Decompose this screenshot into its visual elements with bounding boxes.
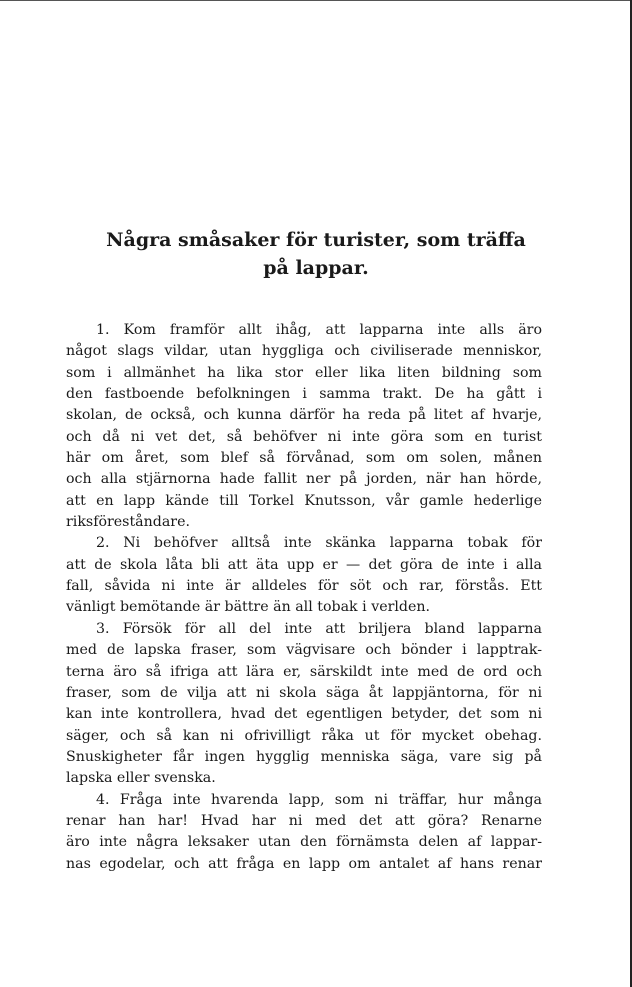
text-line: något slags vildar, utan hyggliga och civiliserade menniskor, bbox=[66, 343, 542, 360]
text-line: som i allmänhet ha lika stor eller lika liten bildning som bbox=[66, 364, 542, 381]
text-line: äro inte några leksaker utan den förnämsta delen af lappar- bbox=[66, 834, 542, 851]
title-line-2: på lappar. bbox=[263, 257, 369, 279]
text-line: 1. Kom framför allt ihåg, att lapparna inte alls äro bbox=[96, 322, 542, 338]
text-line: vänligt bemötande är bättre än all tobak i verlden. bbox=[66, 599, 431, 616]
text-line: med de lapska fraser, som vägvisare och bönder i lapptrak- bbox=[66, 642, 542, 659]
text-line: lapska eller svenska. bbox=[66, 770, 216, 787]
text-line: terna äro så ifriga att lära er, särskildt inte med de ord och bbox=[66, 663, 542, 680]
page-title bbox=[60, 226, 572, 282]
text-line: och då ni vet det, så behöfver ni inte göra som en turist bbox=[66, 428, 542, 445]
text-line: att de skola låta bli att äta upp er — det göra de inte i alla bbox=[66, 556, 542, 573]
text-line: fall, såvida ni inte är alldeles för söt och rar, förstås. Ett bbox=[66, 578, 542, 595]
body-text bbox=[66, 320, 542, 875]
text-line: den fastboende befolkningen i samma trakt. De ha gått i bbox=[66, 386, 542, 403]
text-line: 2. Ni behöfver alltså inte skänka lapparna tobak för bbox=[96, 535, 542, 552]
text-line: 4. Fråga inte hvarenda lapp, som ni träffar, hur många bbox=[96, 791, 542, 808]
text-line: renar han har! Hvad har ni med det att göra? Renarne bbox=[66, 812, 542, 829]
text-line: Snuskigheter får ingen hygglig menniska säga, vare sig på bbox=[66, 748, 542, 765]
text-line: att en lapp kände till Torkel Knutsson, vår gamle hederlige bbox=[66, 492, 542, 509]
scan-edge-top bbox=[0, 0, 632, 1]
text-line: kan inte kontrollera, hvad det egentligen betyder, det som ni bbox=[66, 706, 542, 723]
text-line: skolan, de också, och kunna därför ha reda på litet af hvarje, bbox=[66, 407, 542, 424]
text-line: säger, och så kan ni ofrivilligt råka ut för mycket obehag. bbox=[66, 727, 542, 744]
text-line: nas egodelar, och att fråga en lapp om antalet af hans renar bbox=[66, 855, 542, 872]
text-line: här om året, som blef så förvånad, som om solen, månen bbox=[66, 450, 542, 467]
text-line: riksföreståndare. bbox=[66, 514, 190, 531]
text-line: och alla stjärnorna hade fallit ner på jorden, när han hörde, bbox=[66, 471, 542, 488]
text-line: 3. Försök för all del inte att briljera bland lapparna bbox=[96, 620, 542, 637]
title-line-1: Några småsaker för turister, som träffa bbox=[106, 229, 526, 251]
text-line: fraser, som de vilja att ni skola säga åt lappjäntorna, för ni bbox=[66, 684, 542, 701]
